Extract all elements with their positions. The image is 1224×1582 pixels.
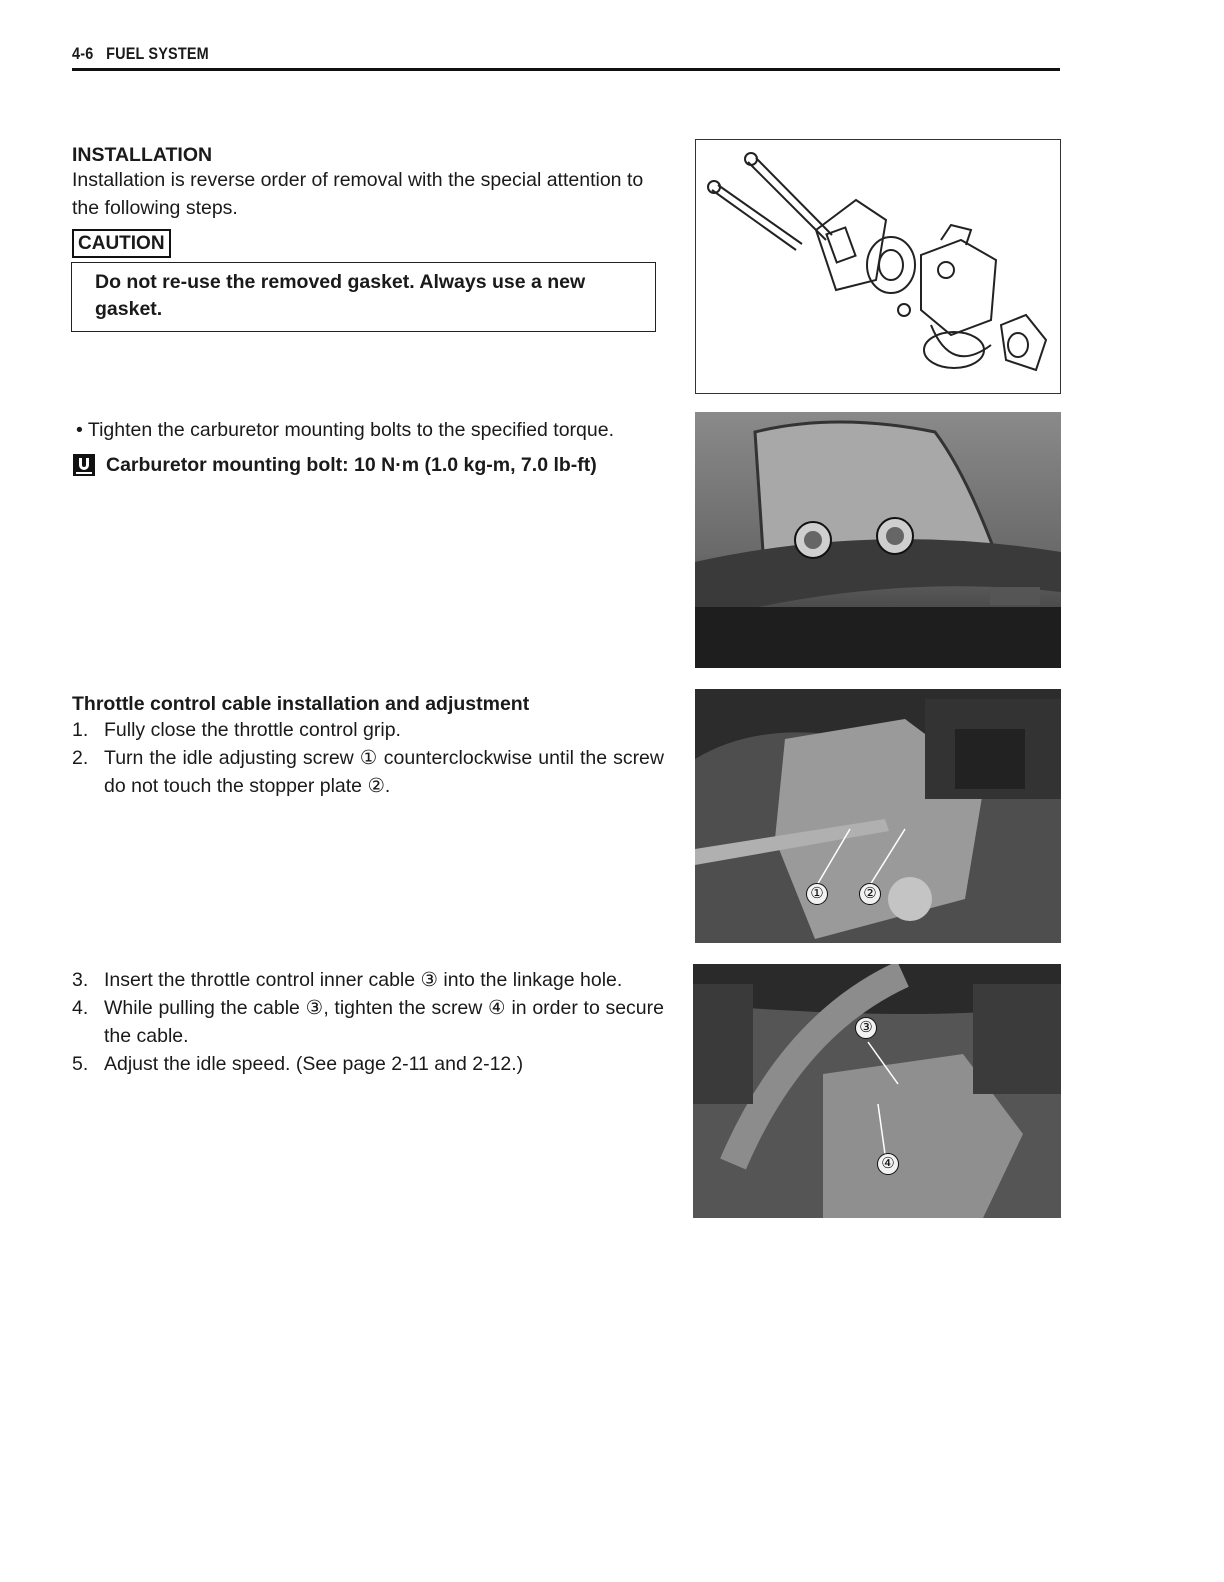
installation-intro: Installation is reverse order of removal with the special attention to the following steps. xyxy=(72,169,644,219)
step-text: Insert the throttle control inner cable ③ into the linkage hole. xyxy=(104,969,623,991)
page-header xyxy=(72,44,912,64)
section-title: FUEL SYSTEM xyxy=(106,44,209,63)
throttle-steps-a xyxy=(72,716,664,800)
callout-3: ③ xyxy=(855,1017,877,1039)
callout-2: ② xyxy=(859,883,881,905)
page-number: 4-6 xyxy=(72,44,94,63)
figure-throttle-cable-photo xyxy=(693,964,1061,1218)
list-item xyxy=(72,1050,664,1078)
callout-4: ④ xyxy=(877,1153,899,1175)
caution-box: Do not re-use the removed gasket. Always use a new gasket. xyxy=(71,262,656,332)
step-number: 5. xyxy=(72,1053,89,1075)
torque-spec xyxy=(72,452,597,478)
step-number: 2. xyxy=(72,747,89,769)
tighten-step xyxy=(76,416,668,444)
step-number: 1. xyxy=(72,719,89,741)
step-number: 4. xyxy=(72,997,89,1019)
bullet: • xyxy=(76,419,83,441)
step-text: While pulling the cable ③, tighten the screw ④ in order to secure the cable. xyxy=(104,997,664,1047)
torque-wrench-icon xyxy=(72,453,96,477)
list-item xyxy=(72,966,664,994)
tighten-step-text: Tighten the carburetor mounting bolts to the specified torque. xyxy=(87,419,614,441)
figure-carburetor-exploded xyxy=(695,139,1061,394)
header-rule xyxy=(72,68,1060,71)
torque-spec-text: Carburetor mounting bolt: 10 N·m (1.0 kg-m, 7.0 lb-ft) xyxy=(106,454,597,476)
installation-heading: INSTALLATION xyxy=(72,144,213,166)
caution-label: CAUTION xyxy=(72,229,171,258)
step-text: Turn the idle adjusting screw ① counterclockwise until the screw do not touch the stopper plate ②. xyxy=(104,747,664,797)
list-item xyxy=(72,994,664,1050)
throttle-steps-b xyxy=(72,966,664,1078)
step-number: 3. xyxy=(72,969,89,991)
figure-mounting-bolts-photo xyxy=(695,412,1061,668)
list-item xyxy=(72,744,664,800)
callout-1: ① xyxy=(806,883,828,905)
figure-idle-screw-photo xyxy=(695,689,1061,943)
step-text: Adjust the idle speed. (See page 2-11 and 2-12.) xyxy=(104,1053,524,1075)
step-text: Fully close the throttle control grip. xyxy=(104,719,401,741)
throttle-heading: Throttle control cable installation and adjustment xyxy=(72,693,530,715)
list-item xyxy=(72,716,664,744)
